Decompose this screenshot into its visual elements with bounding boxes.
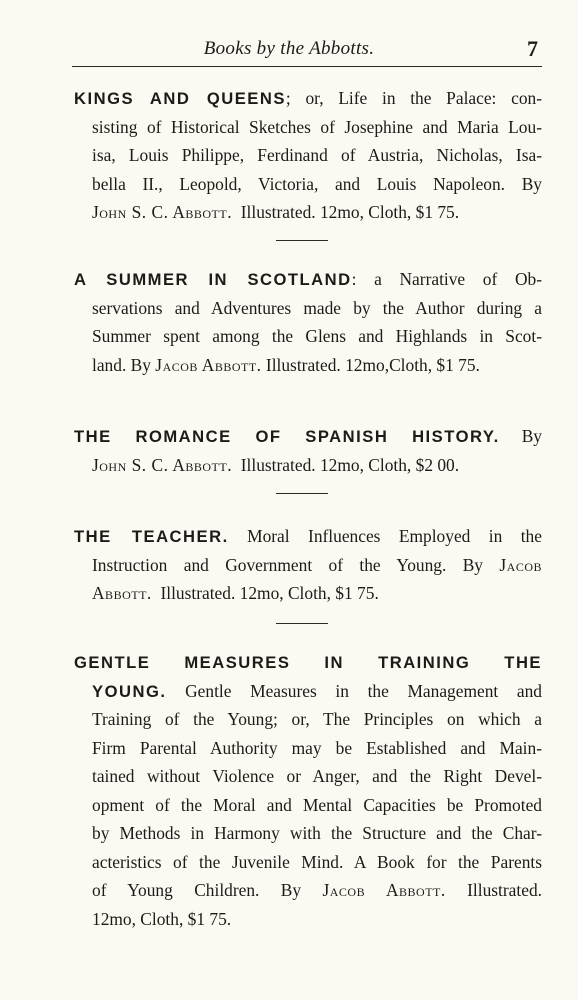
entry-line: servations and Adventures made by the Author during a [92, 297, 542, 318]
author-name: Abbott. [92, 583, 152, 603]
entry-line: opment of the Moral and Mental Capacities be Promoted [92, 794, 542, 815]
entry-title: A SUMMER IN SCOTLAND [74, 270, 352, 289]
separator-rule [276, 493, 328, 494]
entry-line: isa, Louis Philippe, Ferdinand of Austria, Nicholas, Isa- [92, 145, 542, 165]
entry-line: Summer spent among the Glens and Highlands in Scot- [92, 326, 542, 346]
entry-gentle-measures [74, 648, 542, 933]
entry-line: John S. C. Abbott. Illustrated. 12mo, Cloth, $1 75. [92, 202, 460, 222]
entry-line: THE ROMANCE OF SPANISH HISTORY. By [74, 426, 542, 446]
entry-line: by Methods in Harmony with the Structure and the Char- [92, 823, 542, 843]
entry-line: tained without Violence or Anger, and the Right Devel- [92, 766, 542, 786]
entry-the-teacher [74, 522, 542, 608]
entry-kings-and-queens [74, 84, 542, 227]
page-number: 7 [527, 36, 538, 61]
entry-romance-of-spanish-history [74, 422, 542, 479]
entry-line: bella II., Leopold, Victoria, and Louis Napoleon. By [92, 173, 542, 194]
entry-line: 12mo, Cloth, $1 75. [92, 908, 232, 929]
entry-title: YOUNG. [92, 681, 167, 701]
running-head-title: Books by the Abbotts. [203, 38, 375, 59]
entry-line: THE TEACHER. Moral Influences Employed in the [74, 526, 542, 546]
entry-line: sisting of Historical Sketches of Josephine and Maria Lou- [92, 116, 542, 137]
entry-title: KINGS AND QUEENS [74, 89, 286, 108]
author-name: Jacob Abbott. [322, 880, 446, 900]
author-name: Jacob [499, 554, 542, 575]
entry-line: John S. C. Abbott. Illustrated. 12mo, Cloth, $2 00. [92, 454, 460, 475]
author-name: John S. C. Abbott. [92, 202, 233, 222]
entry-summer-in-scotland [74, 265, 542, 379]
entry-line: acteristics of the Juvenile Mind. A Book for the Parents [92, 851, 542, 872]
entry-line: A SUMMER IN SCOTLAND: a Narrative of Ob- [74, 269, 542, 289]
header-rule [72, 66, 542, 67]
entry-line [74, 648, 542, 677]
entry-line: land. By Jacob Abbott. Illustrated. 12mo,Cloth, $1 75. [92, 354, 480, 375]
separator-rule [276, 240, 328, 241]
entry-line: Firm Parental Authority may be Established and Main- [92, 737, 542, 758]
separator-rule [276, 623, 328, 624]
author-name: Jacob Abbott. [155, 354, 262, 375]
entry-line: of Young Children. By Jacob Abbott. Illustrated. [92, 880, 542, 900]
entry-title: GENTLE MEASURES IN TRAINING THE [74, 653, 542, 672]
entry-line: Abbott. Illustrated. 12mo, Cloth, $1 75. [92, 583, 379, 603]
entry-line: KINGS AND QUEENS; or, Life in the Palace: con- [74, 88, 543, 108]
author-name: John S. C. Abbott. [92, 454, 233, 475]
entry-title: THE ROMANCE OF SPANISH HISTORY. [74, 427, 500, 446]
entry-line: Instruction and Government of the Young. By Jacob [92, 554, 542, 575]
entry-line: YOUNG. Gentle Measures in the Management and [92, 680, 542, 701]
entry-line: Training of the Young; or, The Principles on which a [92, 709, 542, 729]
entry-title: THE TEACHER. [74, 527, 229, 546]
running-head [0, 36, 578, 66]
